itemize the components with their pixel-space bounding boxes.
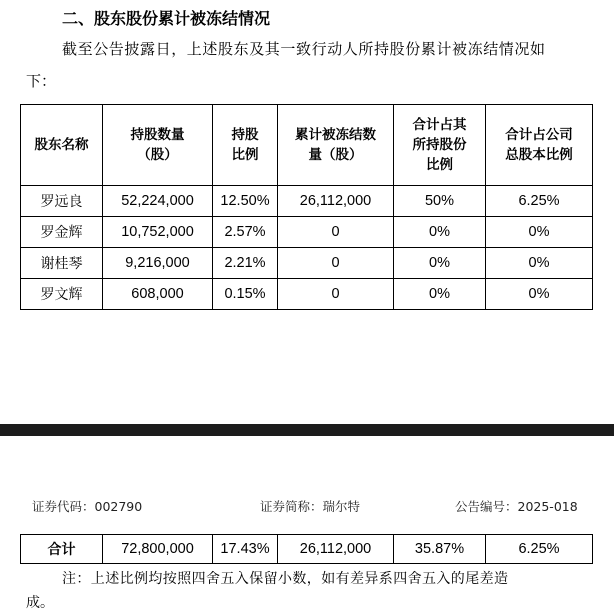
total-holding-ratio: 17.43% bbox=[213, 535, 278, 564]
cell-ratio-of-total: 0% bbox=[486, 217, 593, 248]
announcement-number: 公告编号：2025-018 bbox=[455, 499, 578, 514]
table-row bbox=[21, 279, 593, 310]
cell-frozen-shares: 0 bbox=[278, 217, 394, 248]
table-header-row bbox=[21, 105, 593, 186]
security-code: 证券代码：002790 bbox=[32, 499, 143, 514]
table-row bbox=[21, 248, 593, 279]
cell-shares-held: 52,224,000 bbox=[103, 186, 213, 217]
cell-holding-ratio: 0.15% bbox=[213, 279, 278, 310]
cell-holding-ratio: 2.57% bbox=[213, 217, 278, 248]
header-shares-held: 持股数量 （股） bbox=[103, 105, 213, 186]
cell-shareholder-name: 罗金辉 bbox=[21, 217, 103, 248]
cell-frozen-shares: 0 bbox=[278, 279, 394, 310]
intro-line-2: 下： bbox=[26, 72, 57, 90]
cell-shares-held: 9,216,000 bbox=[103, 248, 213, 279]
header-shareholder-name: 股东名称 bbox=[21, 105, 103, 186]
page-divider bbox=[0, 424, 614, 436]
total-ratio-of-held: 35.87% bbox=[394, 535, 486, 564]
total-shares-held: 72,800,000 bbox=[103, 535, 213, 564]
cell-shareholder-name: 谢桂琴 bbox=[21, 248, 103, 279]
intro-line-1: 截至公告披露日，上述股东及其一致行动人所持股份累计被冻结情况如 bbox=[62, 40, 546, 58]
total-label: 合计 bbox=[21, 535, 103, 564]
cell-frozen-shares: 26,112,000 bbox=[278, 186, 394, 217]
table-row bbox=[21, 186, 593, 217]
header-ratio-of-total: 合计占公司 总股本比例 bbox=[486, 105, 593, 186]
cell-shareholder-name: 罗文辉 bbox=[21, 279, 103, 310]
header-ratio-of-held: 合计占其 所持股份 比例 bbox=[394, 105, 486, 186]
cell-holding-ratio: 2.21% bbox=[213, 248, 278, 279]
cell-frozen-shares: 0 bbox=[278, 248, 394, 279]
section-title: 二、股东股份累计被冻结情况 bbox=[62, 9, 271, 28]
cell-ratio-of-held: 0% bbox=[394, 279, 486, 310]
cell-holding-ratio: 12.50% bbox=[213, 186, 278, 217]
cell-ratio-of-held: 0% bbox=[394, 217, 486, 248]
note-line-2: 成。 bbox=[26, 595, 54, 611]
header-holding-ratio: 持股 比例 bbox=[213, 105, 278, 186]
frozen-shares-table bbox=[20, 104, 593, 310]
cell-shares-held: 10,752,000 bbox=[103, 217, 213, 248]
note-line-1: 注：上述比例均按照四舍五入保留小数，如有差异系四舍五入的尾差造 bbox=[62, 571, 509, 587]
total-row bbox=[21, 535, 593, 564]
total-frozen-shares: 26,112,000 bbox=[278, 535, 394, 564]
header-frozen-shares: 累计被冻结数 量（股） bbox=[278, 105, 394, 186]
cell-ratio-of-held: 0% bbox=[394, 248, 486, 279]
cell-ratio-of-total: 0% bbox=[486, 279, 593, 310]
table-row bbox=[21, 217, 593, 248]
cell-shares-held: 608,000 bbox=[103, 279, 213, 310]
cell-shareholder-name: 罗远良 bbox=[21, 186, 103, 217]
cell-ratio-of-total: 0% bbox=[486, 248, 593, 279]
cell-ratio-of-held: 50% bbox=[394, 186, 486, 217]
total-ratio-of-total: 6.25% bbox=[486, 535, 593, 564]
total-table bbox=[20, 534, 593, 564]
security-abbreviation: 证券简称：瑞尔特 bbox=[260, 499, 361, 514]
cell-ratio-of-total: 6.25% bbox=[486, 186, 593, 217]
